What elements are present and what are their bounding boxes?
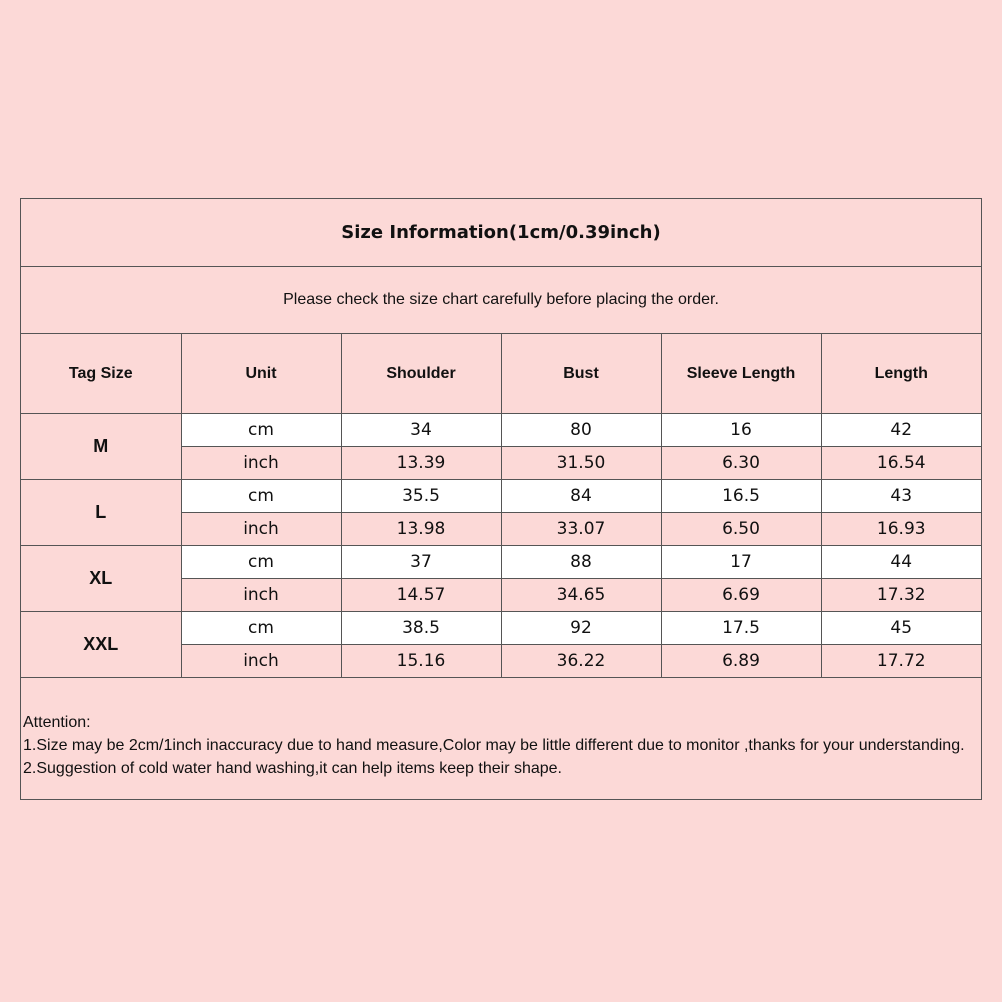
sleeve-length-cell: 16	[661, 414, 821, 447]
length-cell: 16.54	[821, 447, 981, 480]
table-row	[21, 546, 981, 579]
length-cell: 44	[821, 546, 981, 579]
unit-cell: inch	[181, 513, 341, 546]
attention-notes	[21, 678, 981, 799]
bust-cell: 31.50	[501, 447, 661, 480]
bust-cell: 84	[501, 480, 661, 513]
bust-cell: 33.07	[501, 513, 661, 546]
tag-size-cell: M	[21, 414, 181, 480]
attention-note-1: 1.Size may be 2cm/1inch inaccuracy due to hand measure,Color may be little different due to monitor ,thanks for your understanding.	[23, 737, 965, 754]
table-row	[21, 414, 981, 447]
unit-cell: cm	[181, 414, 341, 447]
header-row	[21, 334, 981, 414]
bust-cell: 36.22	[501, 645, 661, 678]
tag-size-cell: XXL	[21, 612, 181, 678]
size-chart	[20, 198, 982, 800]
length-cell: 17.32	[821, 579, 981, 612]
shoulder-cell: 38.5	[341, 612, 501, 645]
header-bust: Bust	[501, 334, 661, 414]
shoulder-cell: 14.57	[341, 579, 501, 612]
attention-heading: Attention:	[23, 714, 91, 731]
header-shoulder: Shoulder	[341, 334, 501, 414]
shoulder-cell: 13.98	[341, 513, 501, 546]
unit-cell: cm	[181, 612, 341, 645]
bust-cell: 88	[501, 546, 661, 579]
length-cell: 16.93	[821, 513, 981, 546]
header-sleeve-length: Sleeve Length	[661, 334, 821, 414]
bust-cell: 80	[501, 414, 661, 447]
length-cell: 42	[821, 414, 981, 447]
shoulder-cell: 34	[341, 414, 501, 447]
chart-title: Size Information(1cm/0.39inch)	[21, 199, 981, 267]
header-tag-size: Tag Size	[21, 334, 181, 414]
sleeve-length-cell: 17	[661, 546, 821, 579]
shoulder-cell: 37	[341, 546, 501, 579]
sleeve-length-cell: 17.5	[661, 612, 821, 645]
length-cell: 45	[821, 612, 981, 645]
unit-cell: cm	[181, 546, 341, 579]
shoulder-cell: 13.39	[341, 447, 501, 480]
sleeve-length-cell: 6.69	[661, 579, 821, 612]
bust-cell: 92	[501, 612, 661, 645]
header-unit: Unit	[181, 334, 341, 414]
bust-cell: 34.65	[501, 579, 661, 612]
unit-cell: inch	[181, 447, 341, 480]
tag-size-cell: XL	[21, 546, 181, 612]
shoulder-cell: 15.16	[341, 645, 501, 678]
shoulder-cell: 35.5	[341, 480, 501, 513]
unit-cell: inch	[181, 579, 341, 612]
tag-size-cell: L	[21, 480, 181, 546]
size-table	[21, 334, 981, 678]
attention-note-2: 2.Suggestion of cold water hand washing,it can help items keep their shape.	[23, 760, 562, 777]
header-length: Length	[821, 334, 981, 414]
table-row	[21, 480, 981, 513]
unit-cell: inch	[181, 645, 341, 678]
unit-cell: cm	[181, 480, 341, 513]
sleeve-length-cell: 6.30	[661, 447, 821, 480]
length-cell: 17.72	[821, 645, 981, 678]
order-notice: Please check the size chart carefully before placing the order.	[21, 267, 981, 334]
sleeve-length-cell: 6.89	[661, 645, 821, 678]
sleeve-length-cell: 6.50	[661, 513, 821, 546]
length-cell: 43	[821, 480, 981, 513]
table-row	[21, 612, 981, 645]
sleeve-length-cell: 16.5	[661, 480, 821, 513]
